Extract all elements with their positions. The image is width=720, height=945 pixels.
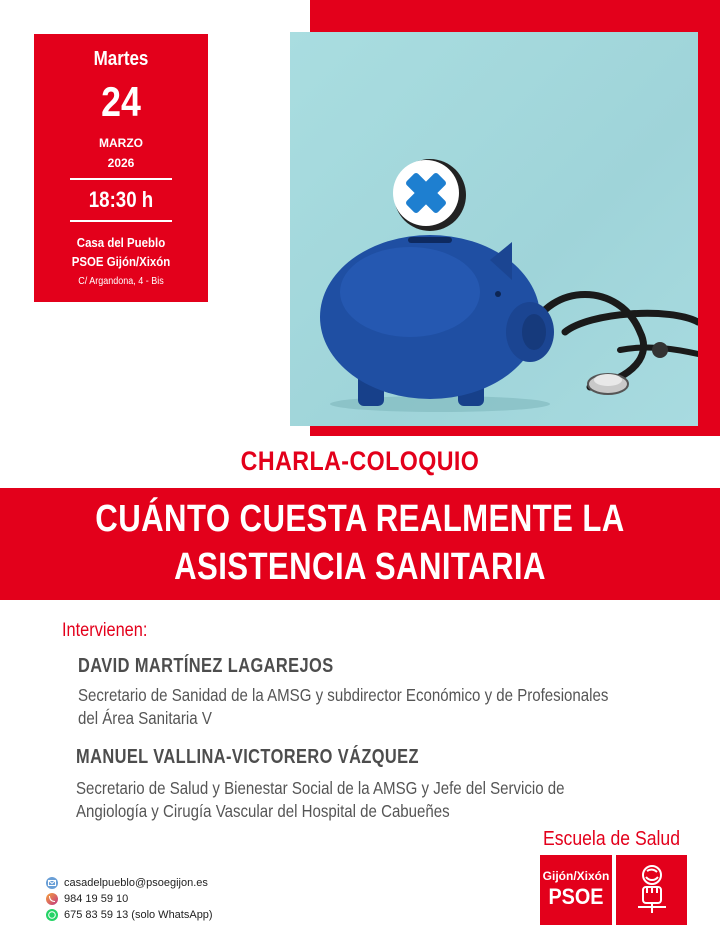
- contact-phone[interactable]: [46, 893, 128, 905]
- school-name: Escuela de Salud: [543, 828, 680, 850]
- event-day: 24: [101, 78, 141, 125]
- speaker-description: del Área Sanitaria V: [78, 708, 212, 728]
- venue-address: C/ Argandona, 4 - Bis: [78, 276, 164, 287]
- fist-rose-logo: [616, 855, 687, 925]
- whatsapp-text: 675 83 59 13 (solo WhatsApp): [64, 909, 213, 921]
- contact-whatsapp[interactable]: [46, 909, 213, 921]
- event-year: 2026: [107, 156, 135, 170]
- venue-name: Casa del Pueblo: [76, 235, 166, 250]
- fist-rose-logo-box: [616, 855, 687, 925]
- logo-city: Gijón/Xixón: [542, 869, 610, 883]
- logo-party: PSOE: [548, 884, 604, 909]
- event-month: MARZO: [99, 136, 143, 150]
- speaker-name: DAVID MARTÍNEZ LAGAREJOS: [78, 655, 334, 677]
- event-weekday: Martes: [93, 48, 149, 70]
- speaker-name: MANUEL VALLINA-VICTORERO VÁZQUEZ: [76, 746, 419, 768]
- speakers-heading: Intervienen:: [62, 620, 148, 641]
- phone-icon: [46, 893, 58, 905]
- venue-organization: PSOE Gijón/Xixón: [71, 254, 171, 269]
- divider: [70, 178, 172, 180]
- piggy-bank-illustration: [290, 32, 698, 426]
- divider: [70, 220, 172, 222]
- speaker-description: Secretario de Sanidad de la AMSG y subdirector Económico y de Profesionales: [78, 685, 609, 705]
- event-type: CHARLA-COLOQUIO: [240, 446, 480, 476]
- event-time: 18:30 h: [88, 187, 154, 212]
- speaker-description: Angiología y Cirugía Vascular del Hospital de Cabueñes: [76, 801, 450, 821]
- title-band: [0, 488, 720, 600]
- event-date-box: [34, 34, 208, 302]
- contact-email[interactable]: [46, 877, 208, 889]
- title-line-2: ASISTENCIA SANITARIA: [174, 546, 546, 588]
- psoe-logo-box: [540, 855, 612, 925]
- email-icon: [46, 877, 58, 889]
- speaker-description: Secretario de Salud y Bienestar Social de la AMSG y Jefe del Servicio de: [76, 778, 565, 798]
- email-text: casadelpueblo@psoegijon.es: [64, 877, 208, 889]
- whatsapp-icon: [46, 909, 58, 921]
- hero-photo: [290, 32, 698, 426]
- phone-text: 984 19 59 10: [64, 893, 129, 905]
- title-line-1: CUÁNTO CUESTA REALMENTE LA: [95, 498, 625, 540]
